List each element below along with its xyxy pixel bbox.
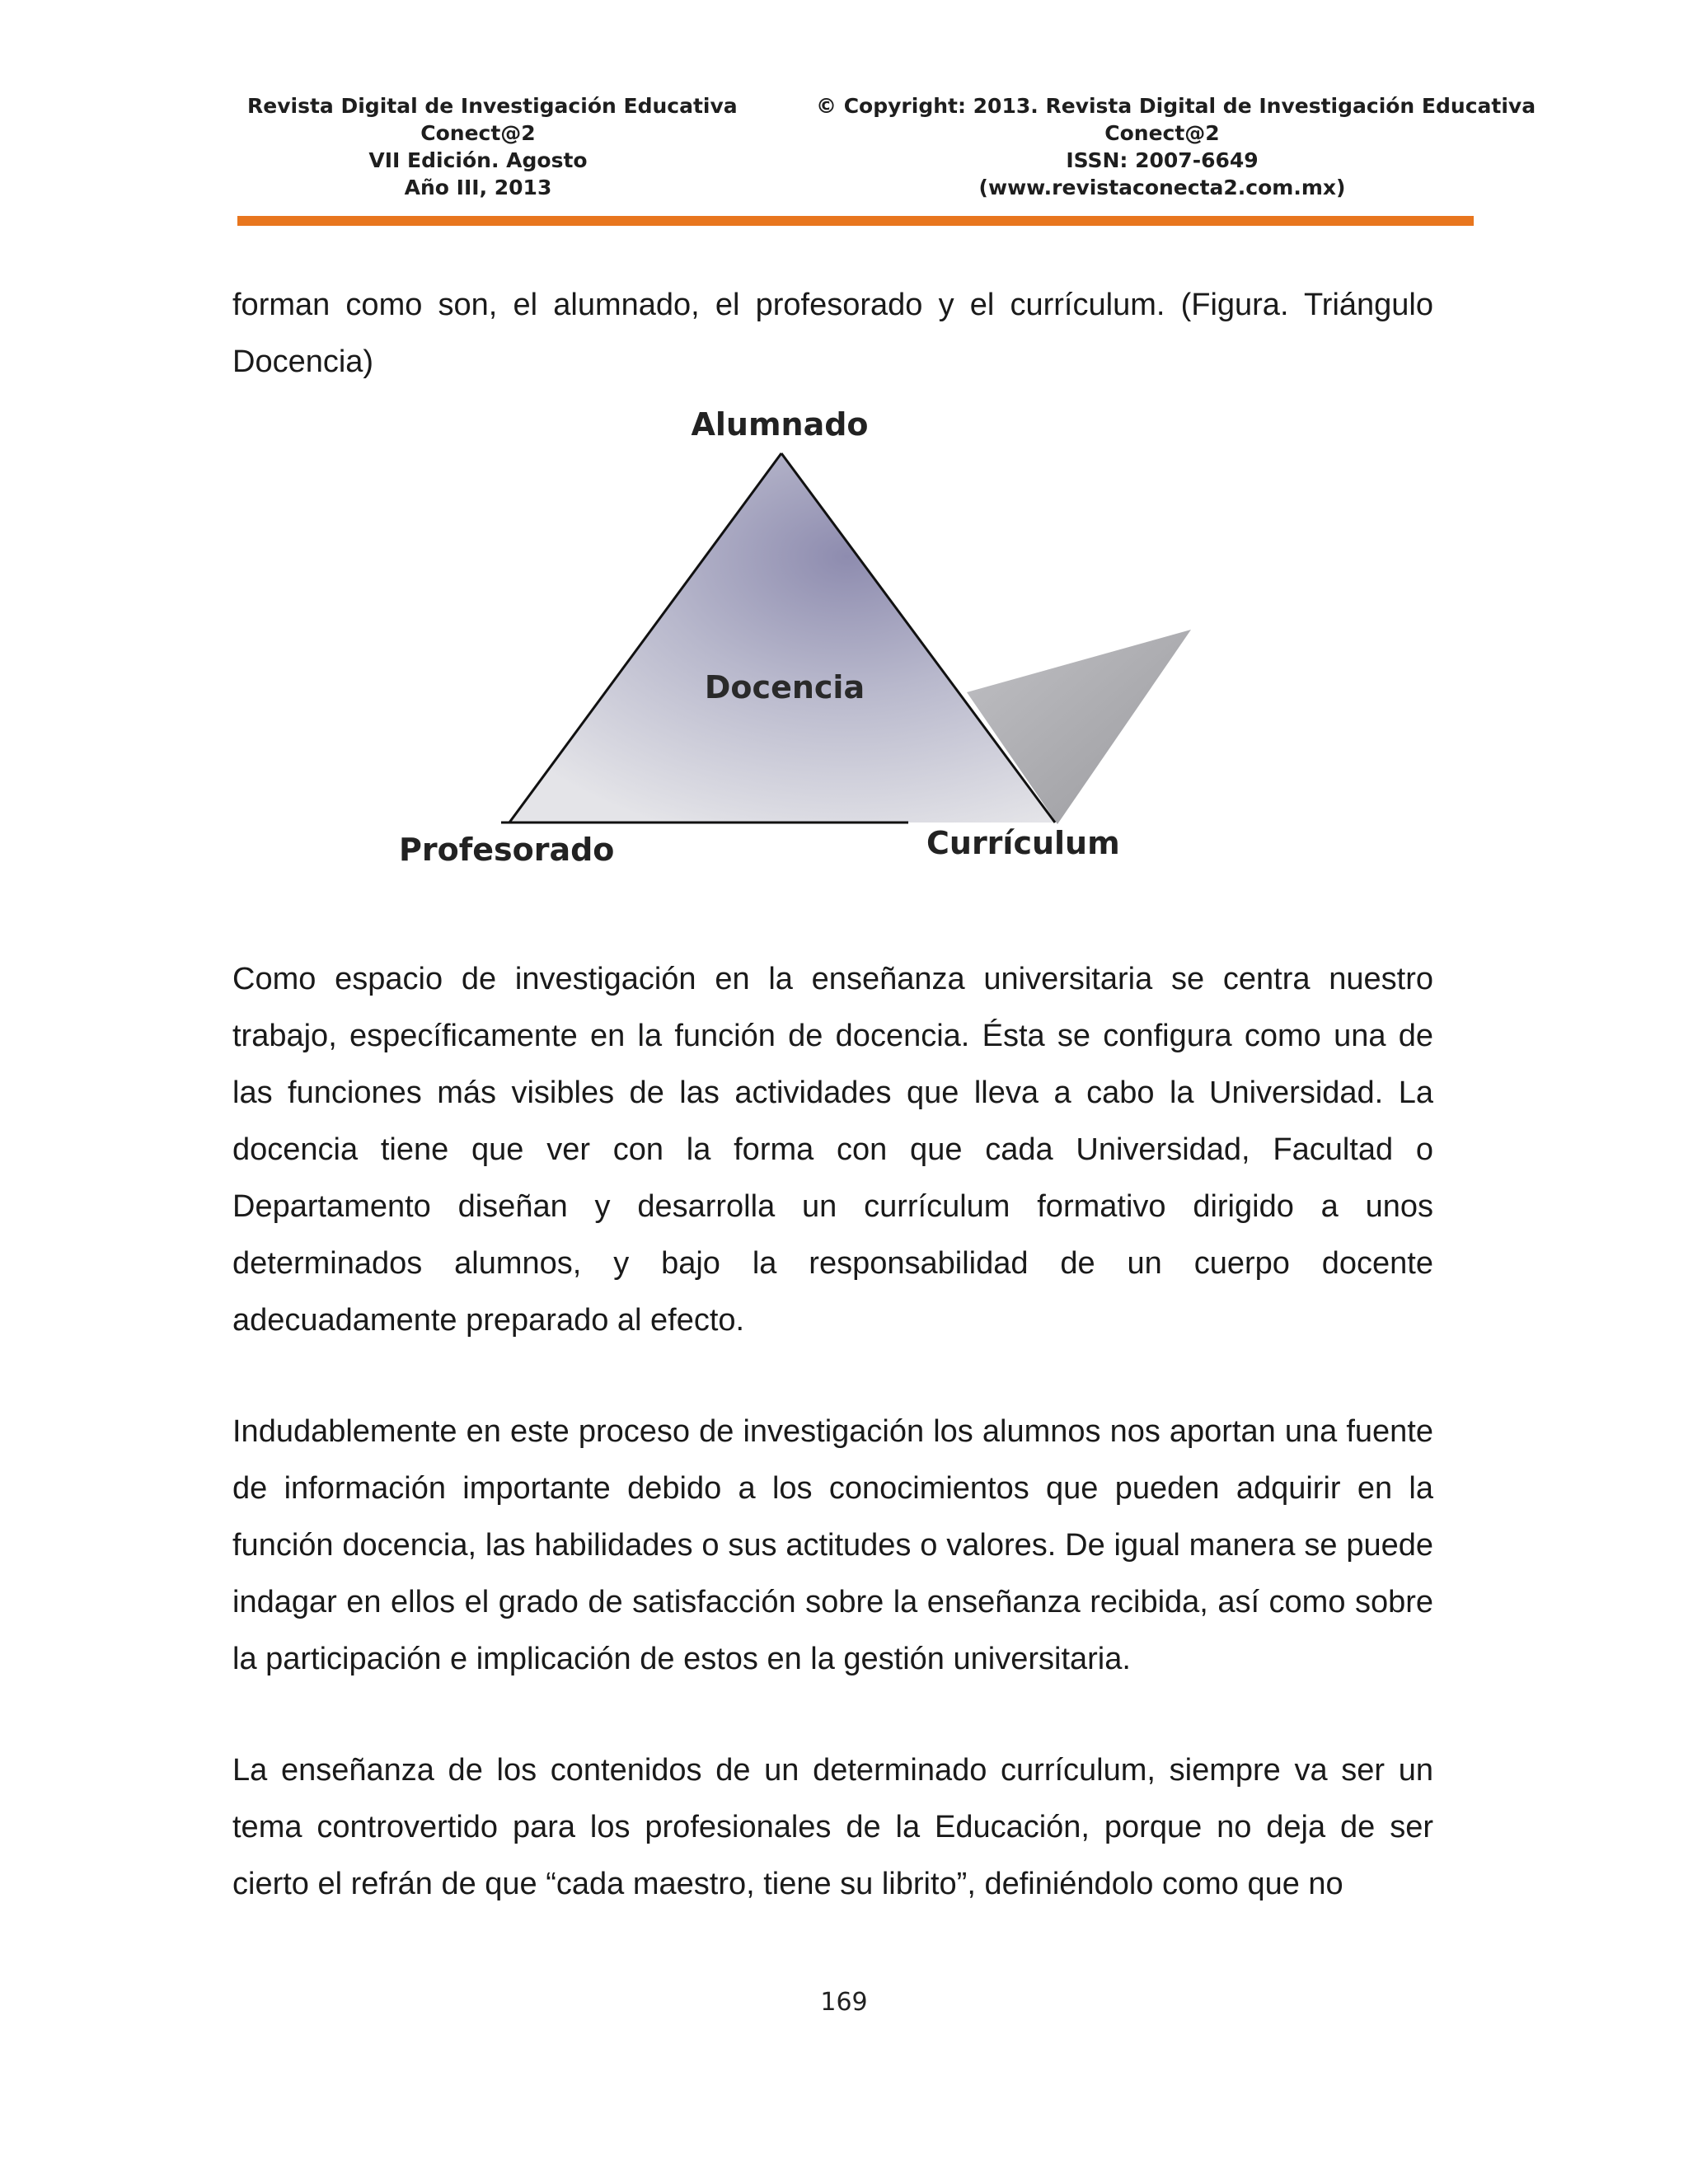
triangle-body bbox=[508, 453, 1055, 823]
header-journal-title: Revista Digital de Investigación Educativa bbox=[247, 94, 738, 118]
header-copyright-info bbox=[816, 92, 1536, 201]
header-divider bbox=[237, 216, 1474, 226]
label-alumnado: Alumnado bbox=[691, 406, 869, 443]
triangle-figure bbox=[396, 404, 1203, 882]
header-journal-name: Conect@2 bbox=[420, 121, 536, 145]
page-number: 169 bbox=[820, 1988, 868, 2017]
triangle-diagram bbox=[396, 404, 1203, 882]
header-journal-info bbox=[247, 92, 738, 201]
header-issn: ISSN: 2007-6649 bbox=[1066, 148, 1259, 172]
paragraph-alumnos: Indudablemente en este proceso de investigación los alumnos nos aportan una fuente de información importante debido a los conocimientos que pueden adquirir en la función docencia, las habilidades o sus actitudes o valores. De igual manera se puede indagar en ellos el grado de satisfacción sobre la enseñanza recibida, así como sobre la participación e implicación de estos en la gestión universitaria. bbox=[232, 1414, 1433, 1676]
label-profesorado: Profesorado bbox=[399, 832, 615, 868]
paragraph-curriculum: La enseñanza de los contenidos de un determinado currículum, siempre va ser un tema controvertido para los profesionales de la Educación, porque no deja de ser cierto el refrán de que “cada maestro, tiene su librito”, definiéndolo como que no bbox=[232, 1753, 1433, 1901]
paragraph-docencia: Como espacio de investigación en la enseñanza universitaria se centra nuestro trabajo, específicamente en la función de docencia. Ésta se configura como una de las funciones más visibles de las actividades que lleva a cabo la Universidad. La docencia tiene que ver con la forma con que cada Universidad, Facultad o Departamento diseñan y desarrolla un currículum formativo dirigido a unos determinados alumnos, y bajo la responsabilidad de un cuerpo docente adecuadamente preparado al efecto. bbox=[232, 962, 1433, 1338]
paragraph-intro: forman como son, el alumnado, el profesorado y el currículum. (Figura. Triángulo Docencia) bbox=[232, 288, 1433, 379]
header-copyright-name: Conect@2 bbox=[1104, 121, 1220, 145]
header-website: (www.revistaconecta2.com.mx) bbox=[978, 176, 1346, 199]
label-docencia: Docencia bbox=[704, 669, 865, 705]
header-copyright: © Copyright: 2013. Revista Digital de Investigación Educativa bbox=[816, 94, 1536, 118]
header-edition: VII Edición. Agosto bbox=[368, 148, 588, 172]
header-year: Año III, 2013 bbox=[404, 176, 552, 199]
label-curriculum: Currículum bbox=[926, 825, 1120, 861]
